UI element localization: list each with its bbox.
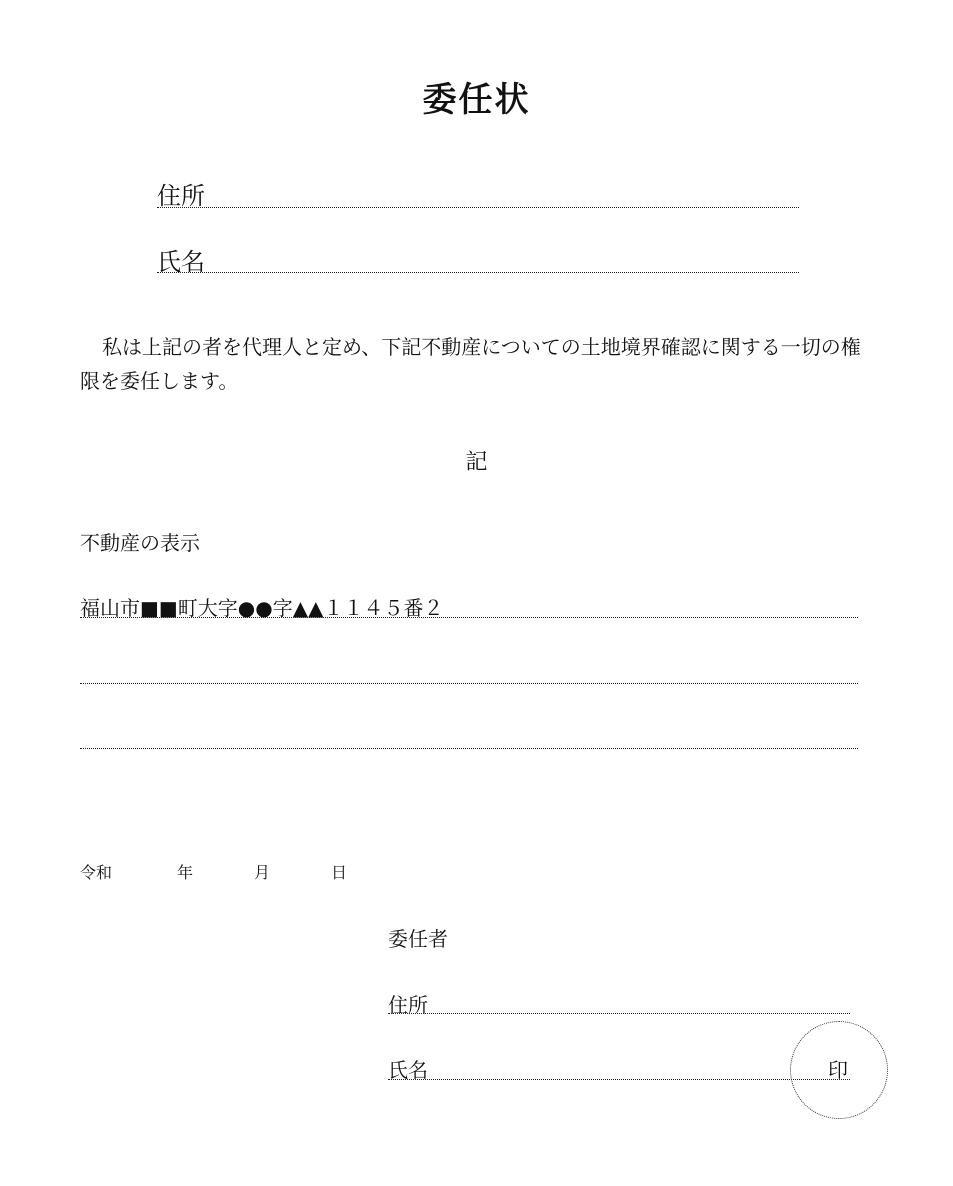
principal-name-field[interactable] xyxy=(388,1079,850,1080)
agent-name-label: 氏名 xyxy=(157,248,205,276)
property-field-1[interactable] xyxy=(80,617,858,618)
agent-name-field[interactable] xyxy=(157,272,799,273)
date-month: 月 xyxy=(254,863,271,882)
property-line-1: 福山市■■町大字●●字▲▲１１４５番２ xyxy=(80,596,444,620)
date-year: 年 xyxy=(177,863,194,882)
agent-address-field[interactable] xyxy=(157,207,799,208)
principal-address-field[interactable] xyxy=(388,1013,850,1014)
ki-heading: 記 xyxy=(465,450,488,475)
delegation-statement: 私は上記の者を代理人と定め、下記不動産についての土地境界確認に関する一切の権限を委任します。 xyxy=(80,335,861,393)
property-heading: 不動産の表示 xyxy=(80,531,200,555)
principal-heading: 委任者 xyxy=(388,927,448,951)
principal-address-label: 住所 xyxy=(388,993,428,1017)
seal-label: 印 xyxy=(828,1058,848,1082)
property-field-2[interactable] xyxy=(80,683,858,684)
page-title: 委任状 xyxy=(422,80,531,120)
date-day: 日 xyxy=(331,863,348,882)
principal-name-label: 氏名 xyxy=(388,1058,428,1082)
date-era: 令和 xyxy=(80,863,113,882)
property-field-3[interactable] xyxy=(80,748,858,749)
agent-address-label: 住所 xyxy=(157,182,205,210)
